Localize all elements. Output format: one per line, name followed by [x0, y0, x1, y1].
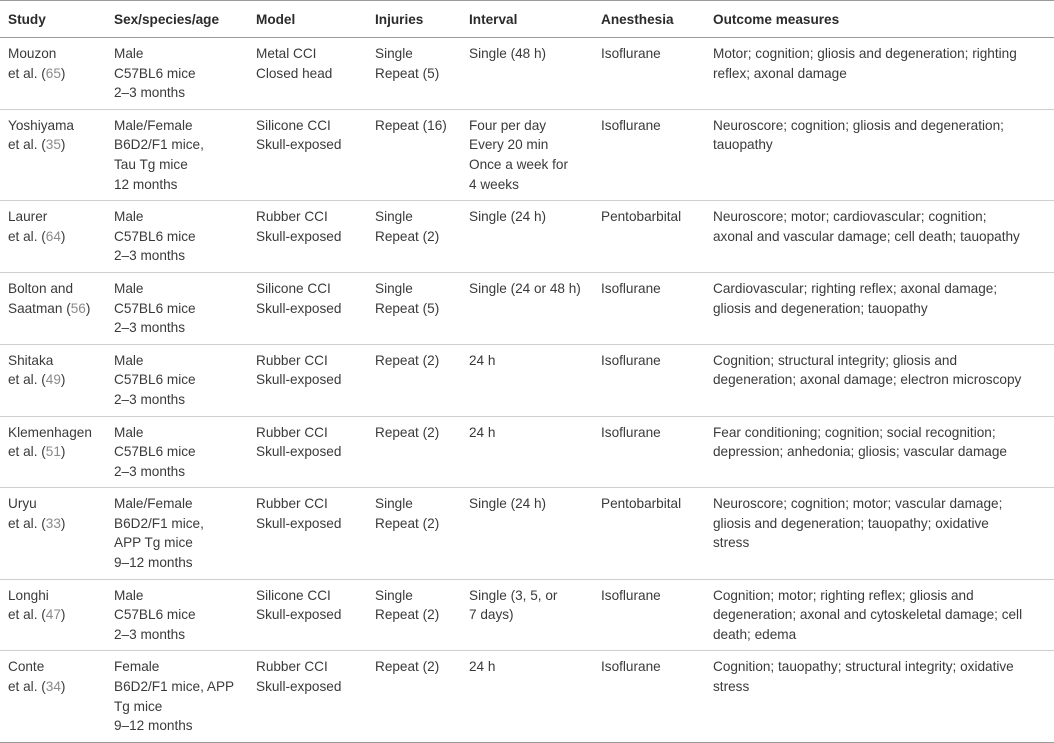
sex-line: Male — [114, 280, 144, 296]
reference-link[interactable]: 51 — [45, 444, 61, 460]
model-line: Skull-exposed — [256, 515, 342, 531]
sex-line: C57BL6 mice — [114, 228, 196, 244]
outcome-line: degeneration; axonal damage; electron microscopy — [713, 372, 1022, 388]
sex-line: 2–3 months — [114, 85, 186, 101]
outcome-line: Fear conditioning; cognition; social recognition; — [713, 424, 996, 440]
outcome-line: death; edema — [713, 626, 797, 642]
sex-line: Tg mice — [114, 698, 163, 714]
outcome-line: Neuroscore; cognition; motor; vascular damage; — [713, 496, 1003, 512]
outcome-line: depression; anhedonia; gliosis; vascular damage — [713, 444, 1007, 460]
cell-study — [0, 651, 106, 742]
outcome-line: tauopathy — [713, 137, 773, 153]
header-model: Model — [256, 11, 296, 27]
interval-line: Single (48 h) — [469, 46, 547, 61]
table-row — [0, 38, 1054, 110]
reference-link[interactable]: 47 — [45, 607, 61, 623]
interval-line: Single (3, 5, or — [469, 587, 558, 603]
cell-sex-species-age — [106, 416, 248, 488]
sex-line: C57BL6 mice — [114, 607, 196, 623]
sex-line: C57BL6 mice — [114, 372, 196, 388]
sex-line: C57BL6 mice — [114, 300, 196, 316]
outcome-line: Neuroscore; cognition; gliosis and degeneration; — [713, 117, 1004, 133]
cell-sex-species-age — [106, 488, 248, 579]
cell-study — [0, 38, 106, 110]
injuries-line: Repeat (16) — [375, 117, 447, 133]
model-line: Silicone CCI — [256, 280, 331, 296]
study-text: et al. — [8, 444, 38, 460]
study-text: et al. — [8, 607, 38, 623]
cell-injuries — [367, 488, 461, 579]
cell-interval — [461, 272, 593, 344]
injuries-line: Repeat (5) — [375, 300, 440, 316]
sex-line: Male — [114, 209, 144, 225]
reference-link[interactable]: 56 — [70, 300, 86, 316]
table-row — [0, 344, 1054, 416]
outcome-line: gliosis and degeneration; tauopathy; oxidative — [713, 515, 989, 531]
cell-injuries — [367, 651, 461, 742]
cell-study — [0, 272, 106, 344]
cell-outcome-measures — [705, 272, 1054, 344]
model-line: Closed head — [256, 65, 333, 81]
cell-study — [0, 579, 106, 651]
cell-anesthesia: Isoflurane — [601, 424, 661, 440]
cell-study — [0, 416, 106, 488]
injuries-line: Single — [375, 209, 413, 225]
sex-line: 2–3 months — [114, 391, 186, 407]
injuries-line: Repeat (2) — [375, 228, 440, 244]
outcome-line: Cognition; tauopathy; structural integrity; oxidative — [713, 659, 1014, 675]
outcome-line: stress — [713, 535, 750, 551]
sex-line: Female — [114, 659, 160, 675]
header-anesthesia: Anesthesia — [601, 11, 674, 27]
study-line: Yoshiyama — [8, 117, 74, 133]
interval-line: 7 days) — [469, 607, 514, 623]
model-line: Rubber CCI — [256, 209, 328, 225]
cell-model — [248, 109, 367, 200]
cell-study — [0, 201, 106, 273]
injuries-line: Repeat (2) — [375, 515, 440, 531]
injuries-line: Repeat (2) — [375, 607, 440, 623]
cell-interval — [461, 201, 593, 273]
model-line: Skull-exposed — [256, 137, 342, 153]
cell-sex-species-age — [106, 109, 248, 200]
study-line: Laurer — [8, 209, 48, 225]
cell-anesthesia: Isoflurane — [601, 587, 661, 603]
header-injuries: Injuries — [375, 11, 424, 27]
sex-line: Male/Female — [114, 496, 193, 512]
study-line: Conte — [8, 659, 45, 675]
cell-interval — [461, 488, 593, 579]
study-line: Klemenhagen — [8, 424, 92, 440]
outcome-line: Cardiovascular; righting reflex; axonal damage; — [713, 280, 998, 296]
injuries-line: Repeat (5) — [375, 65, 440, 81]
study-line: Saatman (56) — [8, 300, 91, 316]
cell-outcome-measures — [705, 416, 1054, 488]
cell-study — [0, 488, 106, 579]
sex-line: B6D2/F1 mice, APP — [114, 679, 235, 695]
study-line: et al. (65) — [8, 65, 66, 81]
cell-interval — [461, 38, 593, 110]
sex-line: 12 months — [114, 176, 178, 192]
reference-link[interactable]: 35 — [45, 137, 61, 153]
header-study: Study — [8, 11, 46, 27]
study-text: et al. — [8, 679, 38, 695]
header-interval: Interval — [469, 11, 518, 27]
table-row — [0, 488, 1054, 579]
study-line: et al. (51) — [8, 444, 66, 460]
cell-sex-species-age — [106, 272, 248, 344]
cell-model — [248, 272, 367, 344]
cell-outcome-measures — [705, 109, 1054, 200]
study-text: et al. — [8, 65, 38, 81]
interval-line: Once a week for — [469, 156, 568, 172]
model-line: Silicone CCI — [256, 117, 331, 133]
reference-link[interactable]: 65 — [45, 65, 61, 81]
injuries-line: Repeat (2) — [375, 352, 440, 368]
outcome-line: Cognition; motor; righting reflex; gliosis and — [713, 587, 974, 603]
reference-link[interactable]: 34 — [45, 679, 61, 695]
cell-model — [248, 579, 367, 651]
study-line: Bolton and — [8, 280, 74, 296]
sex-line: Tau Tg mice — [114, 156, 188, 172]
model-line: Rubber CCI — [256, 424, 328, 440]
cell-interval — [461, 416, 593, 488]
model-line: Skull-exposed — [256, 228, 342, 244]
cell-injuries — [367, 416, 461, 488]
injuries-line: Single — [375, 587, 413, 603]
cell-interval — [461, 344, 593, 416]
cell-outcome-measures — [705, 651, 1054, 742]
interval-line: Single (24 or 48 h) — [469, 280, 581, 296]
sex-line: B6D2/F1 mice, — [114, 515, 204, 531]
outcome-line: gliosis and degeneration; tauopathy — [713, 300, 928, 316]
injuries-line: Single — [375, 46, 413, 61]
injuries-line: Repeat (2) — [375, 659, 440, 675]
model-line: Metal CCI — [256, 46, 317, 61]
interval-line: 4 weeks — [469, 176, 519, 192]
cell-anesthesia: Isoflurane — [601, 659, 661, 675]
study-text: et al. — [8, 372, 38, 388]
study-text: et al. — [8, 137, 38, 153]
cell-anesthesia: Isoflurane — [601, 117, 661, 133]
cell-sex-species-age — [106, 201, 248, 273]
study-line: et al. (33) — [8, 515, 66, 531]
model-line: Skull-exposed — [256, 607, 342, 623]
cell-outcome-measures — [705, 579, 1054, 651]
cell-interval — [461, 579, 593, 651]
table-row — [0, 579, 1054, 651]
header-outcome-measures: Outcome measures — [713, 11, 840, 27]
cell-anesthesia: Pentobarbital — [601, 209, 682, 225]
header-sex-species-age: Sex/species/age — [114, 11, 220, 27]
cell-anesthesia: Isoflurane — [601, 352, 661, 368]
sex-line: C57BL6 mice — [114, 444, 196, 460]
sex-line: C57BL6 mice — [114, 65, 196, 81]
outcome-line: Motor; cognition; gliosis and degeneration; righting — [713, 46, 1017, 61]
cell-model — [248, 344, 367, 416]
sex-line: 9–12 months — [114, 718, 193, 734]
sex-line: Male — [114, 352, 144, 368]
outcome-line: stress — [713, 679, 750, 695]
study-line: Mouzon — [8, 46, 57, 61]
cell-anesthesia: Isoflurane — [601, 280, 661, 296]
cell-sex-species-age — [106, 38, 248, 110]
sex-line: B6D2/F1 mice, — [114, 137, 204, 153]
sex-line: 2–3 months — [114, 320, 186, 336]
cell-injuries — [367, 344, 461, 416]
cell-model — [248, 201, 367, 273]
outcome-line: degeneration; axonal and cytoskeletal damage; cell — [713, 607, 1023, 623]
study-line: Longhi — [8, 587, 49, 603]
interval-line: Single (24 h) — [469, 496, 547, 512]
model-line: Silicone CCI — [256, 587, 331, 603]
model-line: Rubber CCI — [256, 496, 328, 512]
sex-line: Male/Female — [114, 117, 193, 133]
sex-line: 2–3 months — [114, 626, 186, 642]
interval-line: Four per day — [469, 117, 547, 133]
outcome-line: reflex; axonal damage — [713, 65, 847, 81]
cell-interval — [461, 651, 593, 742]
study-line: et al. (35) — [8, 137, 66, 153]
table-row — [0, 109, 1054, 200]
sex-line: APP Tg mice — [114, 535, 193, 551]
reference-link[interactable]: 64 — [45, 228, 61, 244]
cell-model — [248, 488, 367, 579]
interval-line: Single (24 h) — [469, 209, 547, 225]
study-line: et al. (64) — [8, 228, 66, 244]
study-line: Shitaka — [8, 352, 54, 368]
cell-sex-species-age — [106, 579, 248, 651]
table-row — [0, 201, 1054, 273]
study-line: et al. (47) — [8, 607, 66, 623]
cell-injuries — [367, 38, 461, 110]
sex-line: Male — [114, 46, 144, 61]
cell-outcome-measures — [705, 344, 1054, 416]
injuries-line: Repeat (2) — [375, 424, 440, 440]
study-line: et al. (49) — [8, 372, 66, 388]
cell-outcome-measures — [705, 201, 1054, 273]
table-row — [0, 416, 1054, 488]
model-line: Skull-exposed — [256, 372, 342, 388]
cell-injuries — [367, 272, 461, 344]
cell-study — [0, 109, 106, 200]
outcome-line: axonal and vascular damage; cell death; tauopathy — [713, 228, 1020, 244]
cell-outcome-measures — [705, 38, 1054, 110]
interval-line: Every 20 min — [469, 137, 549, 153]
table-row — [0, 651, 1054, 742]
model-line: Skull-exposed — [256, 300, 342, 316]
injuries-line: Single — [375, 280, 413, 296]
cell-injuries — [367, 109, 461, 200]
reference-link[interactable]: 33 — [45, 515, 61, 531]
cell-injuries — [367, 579, 461, 651]
cell-model — [248, 38, 367, 110]
cell-sex-species-age — [106, 344, 248, 416]
cell-injuries — [367, 201, 461, 273]
injuries-line: Single — [375, 496, 413, 512]
sex-line: 2–3 months — [114, 463, 186, 479]
reference-link[interactable]: 49 — [45, 372, 61, 388]
sex-line: 9–12 months — [114, 555, 193, 571]
outcome-line: Neuroscore; motor; cardiovascular; cognition; — [713, 209, 987, 225]
cell-model — [248, 416, 367, 488]
cell-anesthesia: Isoflurane — [601, 46, 661, 61]
study-text: Saatman — [8, 300, 63, 316]
interval-line: 24 h — [469, 659, 496, 675]
cell-sex-species-age — [106, 651, 248, 742]
sex-line: Male — [114, 587, 144, 603]
study-line: Uryu — [8, 496, 37, 512]
study-text: et al. — [8, 515, 38, 531]
interval-line: 24 h — [469, 352, 496, 368]
outcome-line: Cognition; structural integrity; gliosis and — [713, 352, 958, 368]
cell-anesthesia: Pentobarbital — [601, 496, 682, 512]
interval-line: 24 h — [469, 424, 496, 440]
header-row — [0, 1, 1054, 38]
model-line: Skull-exposed — [256, 444, 342, 460]
sex-line: Male — [114, 424, 144, 440]
cell-model — [248, 651, 367, 742]
cell-interval — [461, 109, 593, 200]
cell-outcome-measures — [705, 488, 1054, 579]
study-text: et al. — [8, 228, 38, 244]
model-line: Skull-exposed — [256, 679, 342, 695]
cell-study — [0, 344, 106, 416]
model-line: Rubber CCI — [256, 659, 328, 675]
study-line: et al. (34) — [8, 679, 66, 695]
model-line: Rubber CCI — [256, 352, 328, 368]
table-row — [0, 272, 1054, 344]
sex-line: 2–3 months — [114, 248, 186, 264]
